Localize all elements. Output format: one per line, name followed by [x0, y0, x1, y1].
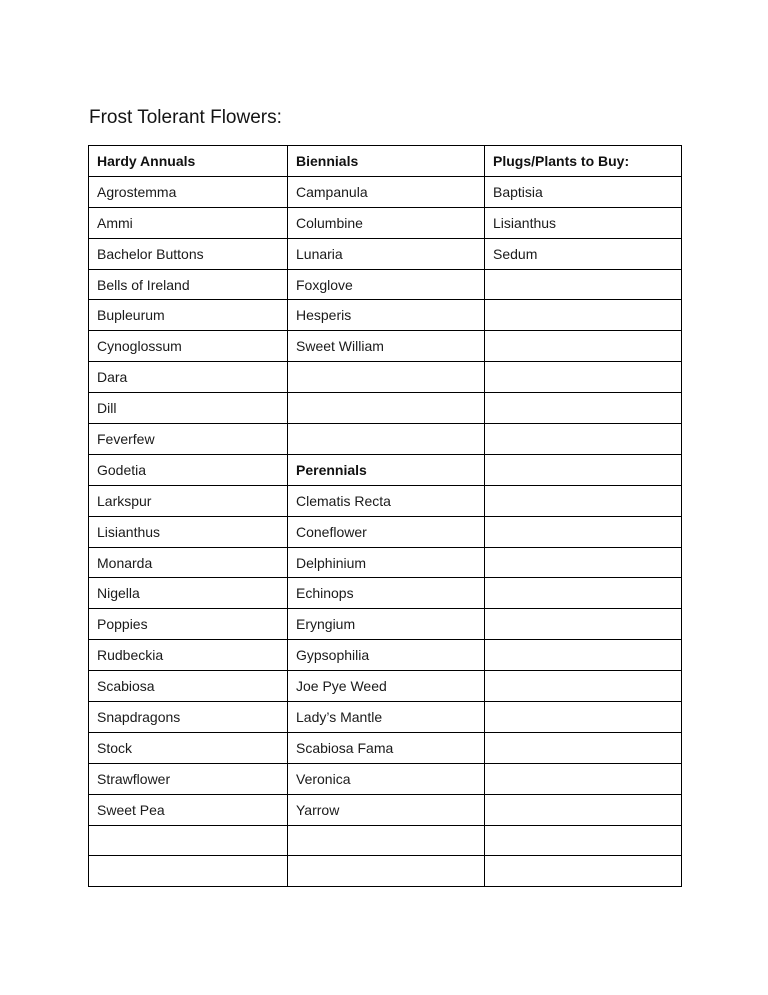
table-cell [288, 362, 485, 393]
table-cell: Hesperis [288, 300, 485, 331]
table-cell: Clematis Recta [288, 485, 485, 516]
table-row [89, 856, 682, 887]
table-cell: Sedum [485, 238, 682, 269]
table-cell [485, 424, 682, 455]
flowers-table [88, 145, 682, 887]
table-row [89, 763, 682, 794]
table-row [89, 300, 682, 331]
table-row [89, 207, 682, 238]
table-cell [485, 578, 682, 609]
table-cell: Feverfew [89, 424, 288, 455]
header-row [89, 146, 682, 177]
table-cell: Sweet William [288, 331, 485, 362]
table-cell [485, 516, 682, 547]
table-cell: Agrostemma [89, 176, 288, 207]
table-row [89, 331, 682, 362]
table-cell: Sweet Pea [89, 794, 288, 825]
column-header-plugs-plants: Plugs/Plants to Buy: [485, 146, 682, 177]
table-cell: Ammi [89, 207, 288, 238]
table-cell [485, 547, 682, 578]
table-row [89, 578, 682, 609]
table-cell: Yarrow [288, 794, 485, 825]
table-cell [485, 702, 682, 733]
table-cell: Stock [89, 732, 288, 763]
table-cell: Campanula [288, 176, 485, 207]
table-cell [89, 825, 288, 856]
table-cell [485, 393, 682, 424]
column-header-biennials: Biennials [288, 146, 485, 177]
table-row [89, 671, 682, 702]
table-cell [89, 856, 288, 887]
table-cell: Monarda [89, 547, 288, 578]
page-title: Frost Tolerant Flowers: [89, 107, 282, 128]
table-cell [485, 362, 682, 393]
table-cell [485, 331, 682, 362]
table-row [89, 516, 682, 547]
table-cell [288, 825, 485, 856]
table-cell [485, 300, 682, 331]
table-cell [485, 454, 682, 485]
table-cell: Lisianthus [485, 207, 682, 238]
table-cell: Rudbeckia [89, 640, 288, 671]
table-row [89, 794, 682, 825]
table-row [89, 393, 682, 424]
table-cell: Poppies [89, 609, 288, 640]
table-cell: Echinops [288, 578, 485, 609]
table-cell [288, 424, 485, 455]
table-row [89, 269, 682, 300]
table-cell: Lady’s Mantle [288, 702, 485, 733]
table-cell [288, 393, 485, 424]
table-cell [485, 485, 682, 516]
table-cell: Coneflower [288, 516, 485, 547]
table-cell [485, 794, 682, 825]
table-cell: Joe Pye Weed [288, 671, 485, 702]
table-cell: Scabiosa Fama [288, 732, 485, 763]
table-cell: Eryngium [288, 609, 485, 640]
table-row [89, 424, 682, 455]
table-cell: Godetia [89, 454, 288, 485]
table-row [89, 238, 682, 269]
table-cell: Baptisia [485, 176, 682, 207]
table-cell [485, 763, 682, 794]
table-cell: Bupleurum [89, 300, 288, 331]
table-cell [485, 269, 682, 300]
table-row [89, 454, 682, 485]
table-row [89, 362, 682, 393]
table-row [89, 485, 682, 516]
table-cell: Lunaria [288, 238, 485, 269]
table-row [89, 702, 682, 733]
table-row [89, 732, 682, 763]
table-cell [485, 640, 682, 671]
table-cell: Delphinium [288, 547, 485, 578]
table-cell [485, 732, 682, 763]
table-cell [485, 856, 682, 887]
table-cell [288, 856, 485, 887]
table-cell [485, 825, 682, 856]
table-cell: Columbine [288, 207, 485, 238]
table-row [89, 547, 682, 578]
table-cell: Dill [89, 393, 288, 424]
table-cell: Foxglove [288, 269, 485, 300]
table-cell: Bachelor Buttons [89, 238, 288, 269]
table-row [89, 825, 682, 856]
table-cell: Cynoglossum [89, 331, 288, 362]
table-row [89, 640, 682, 671]
table-cell: Dara [89, 362, 288, 393]
table-cell: Veronica [288, 763, 485, 794]
table-cell: Larkspur [89, 485, 288, 516]
table-cell: Bells of Ireland [89, 269, 288, 300]
table-cell: Gypsophilia [288, 640, 485, 671]
table-row [89, 176, 682, 207]
table-cell: Perennials [288, 454, 485, 485]
column-header-hardy-annuals: Hardy Annuals [89, 146, 288, 177]
table-cell: Nigella [89, 578, 288, 609]
table-body [89, 176, 682, 886]
table-row [89, 609, 682, 640]
table-cell: Lisianthus [89, 516, 288, 547]
table-cell: Strawflower [89, 763, 288, 794]
table-cell [485, 609, 682, 640]
table-cell: Scabiosa [89, 671, 288, 702]
table-cell [485, 671, 682, 702]
table-cell: Snapdragons [89, 702, 288, 733]
